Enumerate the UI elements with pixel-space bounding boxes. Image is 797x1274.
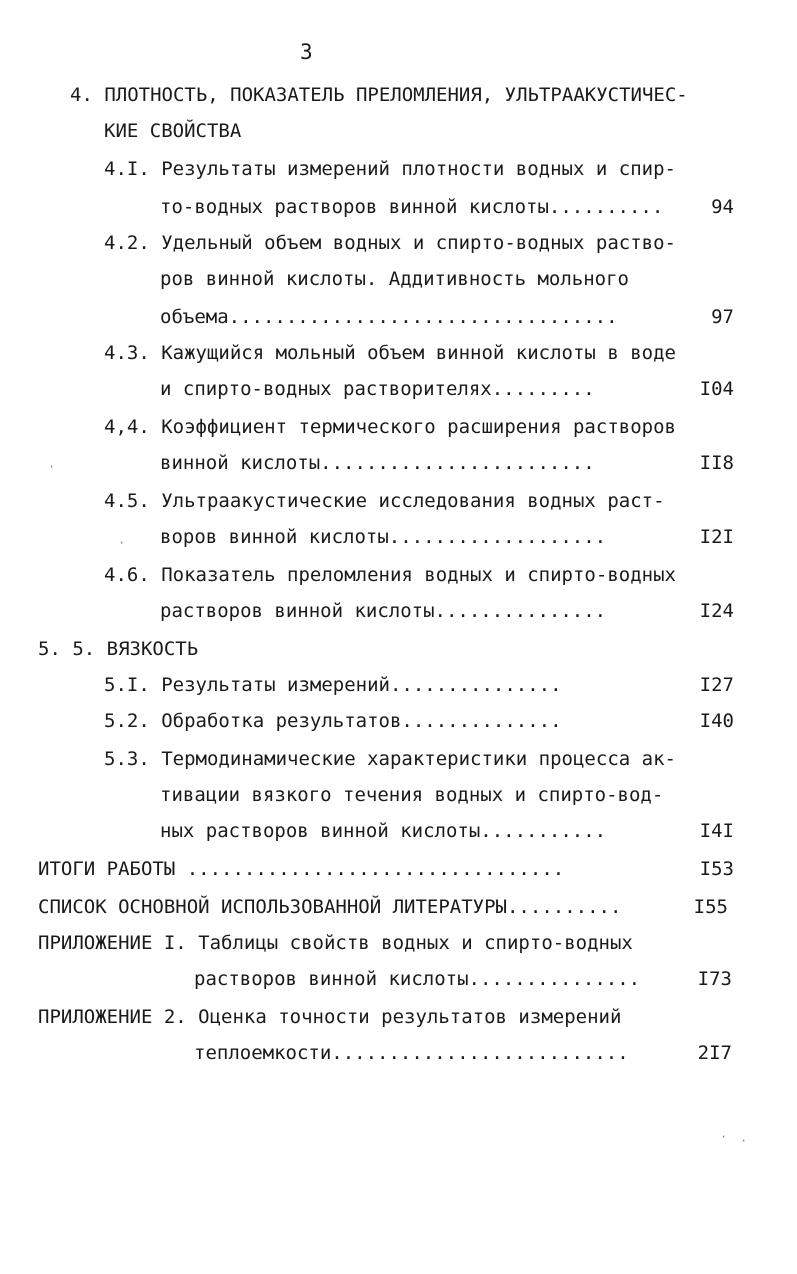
scan-speck: · (118, 536, 126, 550)
toc-line-22: ИТОГИ РАБОТЫ ................................. (38, 858, 565, 880)
toc-line-4: то-водных растворов винной кислоты.......... (160, 196, 664, 218)
toc-page-9: I04 (699, 378, 734, 400)
toc-line-21: ных растворов винной кислоты........... (160, 820, 607, 842)
toc-line-9: и спирто-водных растворителях......... (160, 378, 595, 400)
toc-page-27: 2I7 (697, 1042, 732, 1064)
toc-page-11: II8 (699, 452, 734, 474)
toc-line-11: винной кислоты........................ (160, 452, 595, 474)
toc-line-14: 4.6. Показатель преломления водных и спирто-водных (104, 564, 676, 586)
toc-page-18: I40 (699, 710, 734, 732)
toc-page-21: I4I (699, 820, 734, 842)
toc-page-23: I55 (693, 896, 728, 918)
toc-line-2: КИЕ СВОЙСТВА (104, 120, 242, 142)
toc-line-3: 4.I. Результаты измерений плотности водных и спир- (104, 158, 676, 180)
toc-line-7: объема.................................. (160, 306, 618, 328)
toc-page-4: 94 (711, 196, 734, 218)
toc-page-22: I53 (699, 858, 734, 880)
toc-page-25: I73 (697, 968, 732, 990)
toc-page-7: 97 (711, 306, 734, 328)
scan-speck: · (740, 1134, 748, 1148)
toc-page-15: I24 (699, 600, 734, 622)
scan-speck: · (48, 460, 56, 474)
page-number: 3 (300, 40, 313, 64)
toc-line-20: тивации вязкого течения водных и спирто-вод- (160, 784, 664, 806)
toc-line-24: ПРИЛОЖЕНИЕ I. Таблицы свойств водных и спирто-водных (38, 932, 633, 954)
toc-line-10: 4,4. Коэффициент термического расширения растворов (104, 416, 676, 438)
toc-line-23: СПИСОК ОСНОВНОЙ ИСПОЛЬЗОВАННОЙ ЛИТЕРАТУРЫ.......... (38, 896, 622, 918)
toc-line-15: растворов винной кислоты............... (160, 600, 607, 622)
toc-line-27: теплоемкости.......................... (194, 1042, 629, 1064)
toc-line-1: 4. ПЛОТНОСТЬ, ПОКАЗАТЕЛЬ ПРЕЛОМЛЕНИЯ, УЛЬТРААКУСТИЧЕС- (70, 84, 688, 106)
toc-line-5: 4.2. Удельный объем водных и спирто-водных раство- (104, 232, 676, 254)
toc-line-12: 4.5. Ультраакустические исследования водных раст- (104, 490, 665, 512)
toc-line-16: 5. 5. ВЯЗКОСТЬ (38, 638, 199, 660)
toc-page-17: I27 (699, 674, 734, 696)
toc-line-26: ПРИЛОЖЕНИЕ 2. Оценка точности результатов измерений (38, 1006, 622, 1028)
toc-line-8: 4.3. Кажущийся мольный объем винной кислоты в воде (104, 342, 676, 364)
scan-speck: · (720, 1130, 728, 1144)
toc-line-6: ров винной кислоты. Аддитивность мольного (160, 268, 629, 290)
toc-line-25: растворов винной кислоты............... (194, 968, 641, 990)
toc-page-13: I2I (699, 526, 734, 548)
toc-line-19: 5.3. Термодинамические характеристики процесса ак- (104, 748, 676, 770)
toc-line-18: 5.2. Обработка результатов.............. (104, 710, 562, 732)
toc-line-13: воров винной кислоты................... (160, 526, 607, 548)
toc-line-17: 5.I. Результаты измерений............... (104, 674, 562, 696)
